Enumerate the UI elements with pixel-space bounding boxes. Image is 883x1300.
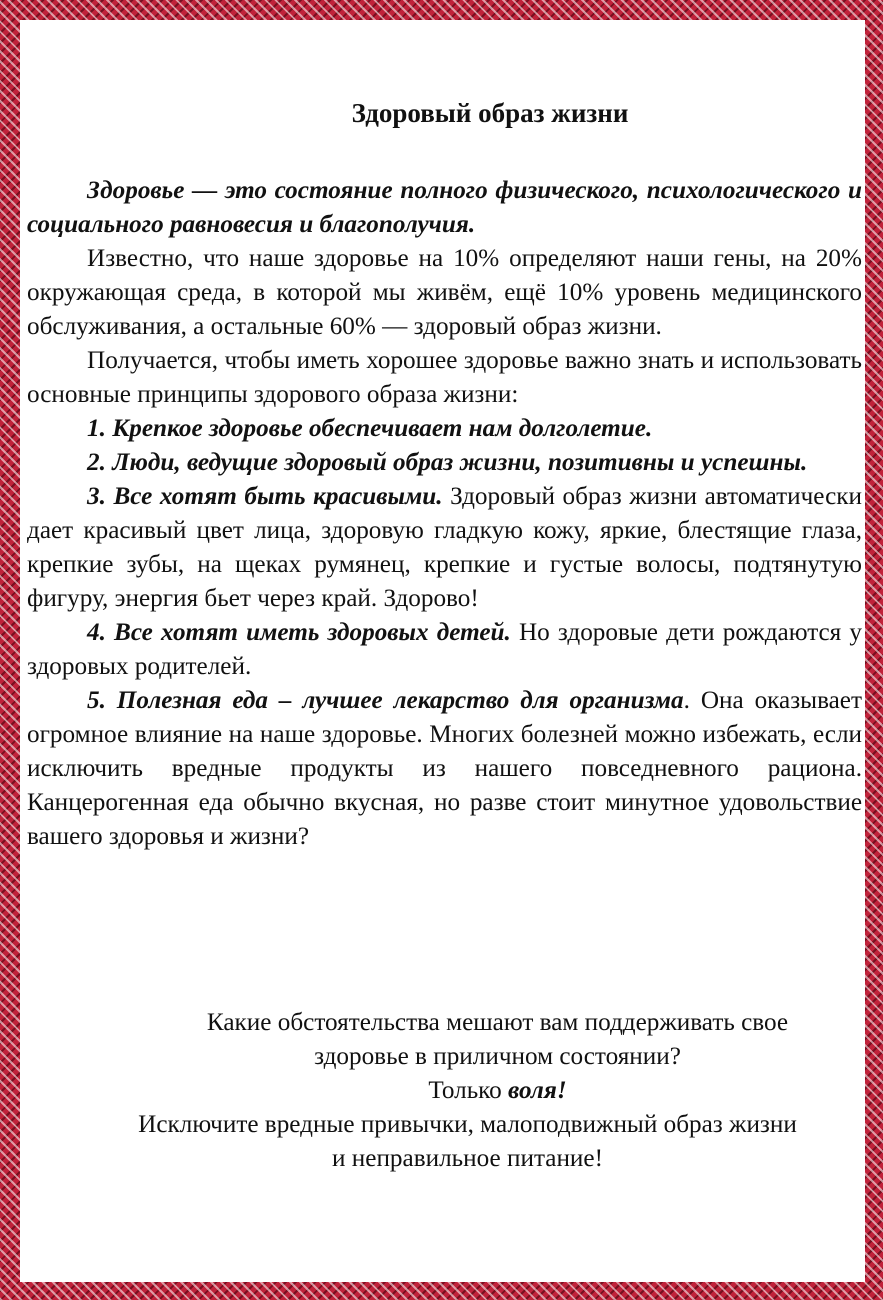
closing-block xyxy=(20,1006,865,1176)
principle-heading: 2. Люди, ведущие здоровый образ жизни, позитивны и успешны. xyxy=(87,449,808,476)
principle-text: Здоровый образ жизни автоматически дает красивый цвет лица, здоровую гладкую кожу, яркие, блестящие глаза, крепкие зубы, на щеках румянец, крепкие и густые волосы, подтянутую фигуру, энергия бьет через край. Здорово! xyxy=(27,483,862,612)
document-page xyxy=(20,20,865,1282)
document-body xyxy=(27,174,862,854)
principle-5 xyxy=(27,684,862,854)
principle-heading: 1. Крепкое здоровье обеспечивает нам долголетие. xyxy=(87,415,653,442)
principle-heading: 5. Полезная еда – лучшее лекарство для организма xyxy=(87,687,684,714)
principle-3 xyxy=(27,480,862,616)
document-title: Здоровый образ жизни xyxy=(351,98,629,128)
closing-advice-line-2: и неправильное питание! xyxy=(332,1145,603,1172)
closing-question-line-2: здоровье в приличном состоянии? xyxy=(314,1043,681,1070)
health-definition: Здоровье — это состояние полного физического, психологического и социального равновесия и благополучия. xyxy=(27,177,862,238)
principle-heading: 4. Все хотят иметь здоровых детей. xyxy=(87,619,511,646)
principle-heading: 3. Все хотят быть красивыми. xyxy=(87,483,443,510)
closing-answer xyxy=(20,1074,865,1108)
principle-2 xyxy=(27,446,862,480)
principle-1 xyxy=(27,412,862,446)
closing-question-line-1: Какие обстоятельства мешают вам поддерживать свое xyxy=(206,1009,789,1036)
principle-text: . Она оказывает огромное влияние на наше здоровье. Многих болезней можно избежать, если исключить вредные продукты из нашего повседневного рациона. Канцерогенная еда обычно вкусная, но разве стоит минутное удовольствие вашего здоровья и жизни? xyxy=(27,687,862,850)
answer-prefix: Только xyxy=(428,1077,509,1104)
paragraph-principles-intro: Получается, чтобы иметь хорошее здоровье важно знать и использовать основные принципы здорового образа жизни: xyxy=(27,347,862,408)
answer-emphasis: воля! xyxy=(508,1077,567,1104)
closing-advice-line-1: Исключите вредные привычки, малоподвижный образ жизни xyxy=(138,1111,797,1138)
principle-4 xyxy=(27,616,862,684)
principle-text: Но здоровые дети рождаются у здоровых родителей. xyxy=(27,619,863,680)
paragraph-factors: Известно, что наше здоровье на 10% определяют наши гены, на 20% окружающая среда, в которой мы живём, ещё 10% уровень медицинского обслуживания, а остальные 60% — здоровый образ жизни. xyxy=(27,245,862,340)
